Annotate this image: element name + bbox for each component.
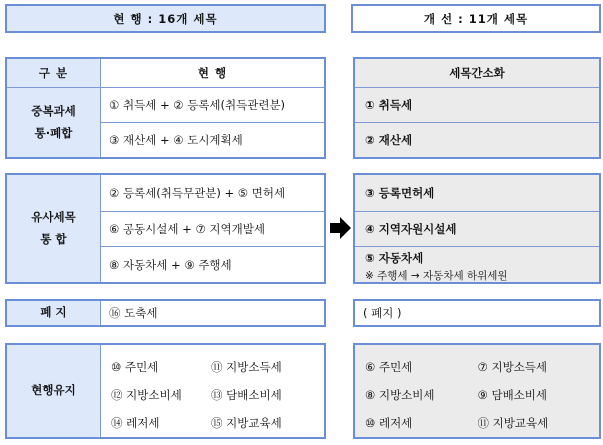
current-title-text: 현 행 : 16개 세목	[113, 11, 218, 26]
right-item-1: ① 취득세	[355, 87, 599, 122]
right-item-5	[355, 246, 599, 282]
keep-item: ⑮ 지방교육세	[211, 416, 282, 430]
right-item-4: ④ 지역자원시설세	[355, 211, 599, 246]
left-block-3	[5, 299, 326, 327]
row-sim-1: ② 등록세(취득무관분) + ⑤ 면허세	[101, 175, 324, 211]
keep-item: ⑭ 레저세	[111, 416, 160, 430]
right-block-4	[353, 343, 601, 439]
current-title	[5, 4, 326, 33]
left-block-1	[5, 57, 326, 159]
right-keep-item: ⑨ 담배소비세	[477, 388, 548, 402]
right-keep-items	[365, 359, 590, 431]
right-item-5-label: ⑤ 자동차세	[365, 251, 424, 265]
right-item-5-note: ※ 주행세 → 자동차세 하위세원	[365, 270, 508, 282]
right-keep-item: ⑦ 지방소득세	[477, 360, 548, 374]
row-sim-2: ⑥ 공동시설세 + ⑦ 지역개발세	[101, 211, 324, 246]
right-block-3	[353, 299, 601, 327]
right-abolished: ( 폐지 )	[363, 306, 402, 320]
right-keep-item: ⑪ 지방교육세	[477, 416, 549, 430]
left-block-4	[5, 343, 326, 439]
header-current: 현 행	[101, 59, 324, 87]
improved-title-text: 개 선 : 11개 세목	[423, 11, 529, 26]
right-header: 세목간소화	[449, 66, 505, 80]
right-block-1	[353, 57, 601, 159]
keep-item: ⑬ 담배소비세	[211, 388, 282, 402]
keep-item: ⑫ 지방소비세	[111, 388, 182, 402]
right-keep-item: ⑥ 주민세	[365, 360, 413, 374]
label-duplicate: 중복과세 통·폐합	[7, 87, 101, 157]
keep-items	[111, 359, 311, 431]
row-dup-2: ③ 재산세 + ④ 도시계획세	[101, 122, 324, 157]
right-keep-item: ⑧ 지방소비세	[365, 388, 435, 402]
right-block-2	[353, 173, 601, 284]
keep-item: ⑩ 주민세	[111, 360, 159, 374]
row-abolish: ⑯ 도축세	[101, 301, 324, 325]
arrow-right-icon	[330, 216, 352, 240]
left-block-2	[5, 173, 326, 284]
right-item-2: ② 재산세	[355, 122, 599, 157]
label-similar: 유사세목 통 합	[7, 175, 101, 282]
improved-title	[351, 4, 601, 33]
row-dup-1: ① 취득세 + ② 등록세(취득관련분)	[101, 87, 324, 122]
keep-item: ⑪ 지방소득세	[211, 360, 282, 374]
right-item-3: ③ 등록면허세	[365, 186, 435, 200]
right-keep-item: ⑩ 레저세	[365, 416, 413, 430]
header-category: 구 분	[7, 59, 101, 87]
label-keep: 현행유지	[7, 345, 101, 437]
label-abolish: 폐 지	[7, 301, 101, 325]
row-sim-3: ⑧ 자동차세 + ⑨ 주행세	[101, 246, 324, 282]
